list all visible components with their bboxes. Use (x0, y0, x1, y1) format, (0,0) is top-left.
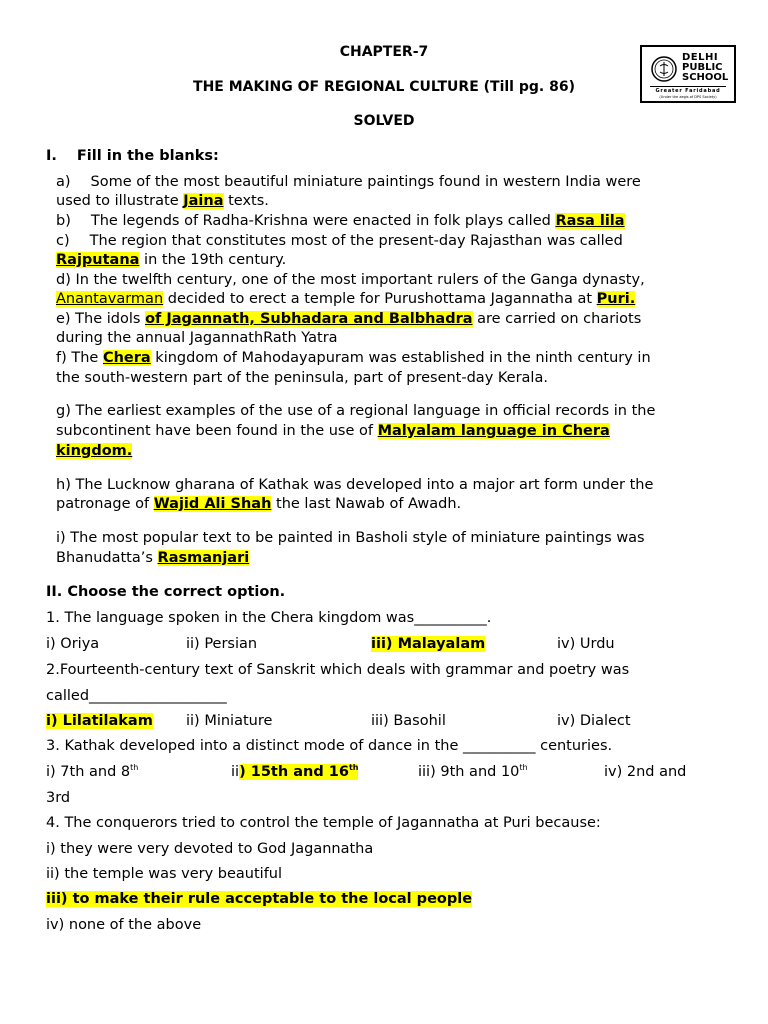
item-a-line-2: used to illustrate Jaina texts. (56, 193, 269, 209)
q1-option-4: iv) Urdu (557, 636, 615, 652)
q2-option-2: ii) Miniature (186, 713, 273, 729)
logo-subtitle: (Under the aegis of DPS Society) (659, 95, 717, 99)
answer-highlight: ) 15th and 16th (239, 763, 359, 780)
q4-option-1: i) they were very devoted to God Jagannatha (46, 841, 374, 857)
logo-line-2: PUBLIC (682, 62, 723, 73)
item-f-line-2: the south-western part of the peninsula, part of present-day Kerala. (56, 370, 548, 386)
answer-highlight: Malyalam language in Chera (377, 423, 610, 439)
item-i-line-1: i) The most popular text to be painted in Basholi style of miniature paintings was (56, 530, 645, 546)
q2-option-4: iv) Dialect (557, 713, 631, 729)
item-i-line-2: Bhanudatta’s Rasmanjari (56, 550, 250, 566)
q1-option-1: i) Oriya (46, 636, 100, 652)
item-b: b) The legends of Radha-Krishna were enacted in folk plays called Rasa lila (56, 213, 625, 229)
solved-label: SOLVED (353, 113, 415, 129)
logo-branch: Greater Faridabad (655, 88, 721, 94)
item-h-line-1: h) The Lucknow gharana of Kathak was developed into a major art form under the (56, 477, 654, 493)
answer-highlight: of Jagannath, Subhadara and Balbhadra (145, 311, 473, 327)
q3-option-4: iv) 2nd and (604, 764, 687, 780)
item-f-line-1: f) The Chera kingdom of Mahodayapuram was established in the ninth century in (56, 350, 651, 366)
q3-option-4-cont: 3rd (46, 790, 71, 806)
item-a-line-1: a) Some of the most beautiful miniature paintings found in western India were (56, 174, 641, 190)
q4-option-2: ii) the temple was very beautiful (46, 866, 283, 882)
q3-option-2: ii) 15th and 16th (231, 763, 359, 780)
answer-highlight: kingdom. (56, 443, 133, 459)
item-e-line-1: e) The idols of Jagannath, Subhadara and Balbhadra are carried on chariots (56, 311, 642, 327)
answer-highlight: Puri. (596, 291, 636, 307)
answer-highlight: Jaina (183, 193, 224, 209)
school-emblem-icon (650, 55, 678, 83)
q3-option-3: iii) 9th and 10th (418, 763, 528, 780)
logo-line-3: SCHOOL (682, 72, 729, 83)
answer-highlight: Chera (102, 350, 151, 366)
chapter-heading: CHAPTER-7 (339, 44, 429, 60)
q4-option-3: iii) to make their rule acceptable to the local people (46, 891, 473, 907)
answer-highlight: Wajid Ali Shah (153, 496, 272, 512)
q1-option-2: ii) Persian (186, 636, 258, 652)
item-d-line-2: Anantavarman decided to erect a temple for Purushottama Jagannatha at Puri. (56, 291, 636, 307)
q2-option-3: iii) Basohil (371, 713, 446, 729)
section-1-heading: I. Fill in the blanks: (46, 148, 219, 164)
question-2-line-1: 2.Fourteenth-century text of Sanskrit which deals with grammar and poetry was (46, 662, 630, 678)
question-1: 1. The language spoken in the Chera kingdom was__________. (46, 610, 492, 626)
item-e-line-2: during the annual JagannathRath Yatra (56, 330, 338, 346)
school-logo (640, 45, 736, 103)
q2-option-1: i) Lilatilakam (46, 713, 153, 729)
item-g-line-2: subcontinent have been found in the use of Malyalam language in Chera (56, 423, 610, 439)
answer-highlight: Rasmanjari (157, 550, 250, 566)
item-c-line-1: c) The region that constitutes most of the present-day Rajasthan was called (56, 233, 623, 249)
logo-line-1: DELHI (682, 52, 719, 63)
item-c-line-2: Rajputana in the 19th century. (56, 252, 287, 268)
item-h-line-2: patronage of Wajid Ali Shah the last Nawab of Awadh. (56, 496, 462, 512)
item-g-line-1: g) The earliest examples of the use of a regional language in official records in the (56, 403, 656, 419)
answer-highlight: Anantavarman (56, 291, 164, 307)
logo-divider (650, 86, 726, 87)
item-g-line-3 (56, 443, 132, 459)
q3-option-1: i) 7th and 8th (46, 763, 139, 780)
q1-option-3: iii) Malayalam (371, 636, 486, 652)
question-4: 4. The conquerors tried to control the temple of Jagannatha at Puri because: (46, 815, 601, 831)
question-3: 3. Kathak developed into a distinct mode of dance in the __________ centuries. (46, 738, 613, 754)
item-d-line-1: d) In the twelfth century, one of the most important rulers of the Ganga dynasty, (56, 272, 645, 288)
question-2-line-2: called___________________ (46, 688, 227, 704)
answer-highlight: Rajputana (56, 252, 140, 268)
section-2-heading: II. Choose the correct option. (46, 584, 286, 600)
answer-highlight: Rasa lila (555, 213, 625, 229)
q4-option-4: iv) none of the above (46, 917, 202, 933)
page-title: THE MAKING OF REGIONAL CULTURE (Till pg. 86) (193, 79, 575, 95)
